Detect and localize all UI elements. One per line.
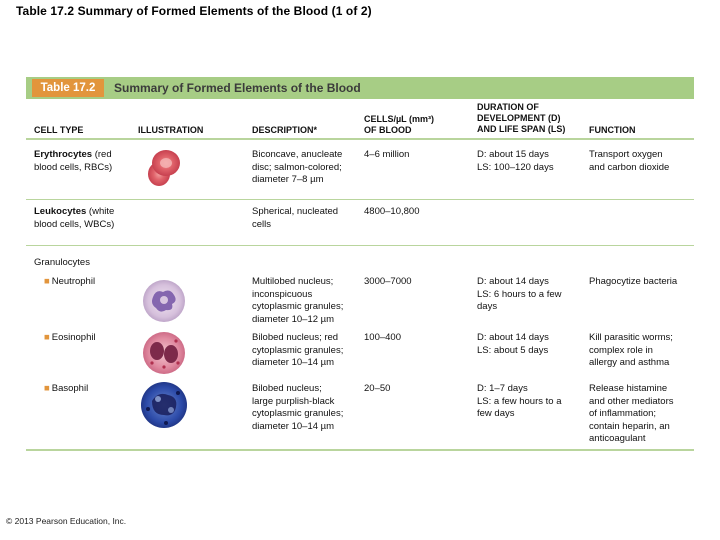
copyright-footer: © 2013 Pearson Education, Inc. <box>6 516 127 526</box>
basophil-duration-line: few days <box>477 408 515 419</box>
erythrocytes-duration <box>477 149 554 174</box>
eosinophil-function-line: allergy and asthma <box>589 357 670 368</box>
eosinophil-description-line: diameter 10–14 µm <box>252 357 335 368</box>
erythrocytes-count: 4–6 million <box>364 149 410 160</box>
header-duration <box>477 102 565 135</box>
neutrophil-cell-type <box>44 276 95 289</box>
erythrocytes-name-rest-2: blood cells, RBCs) <box>34 161 113 173</box>
eosinophil-illustration <box>140 329 188 377</box>
header-duration-line1: DURATION OF <box>477 102 539 112</box>
erythrocytes-duration-line: D: about 15 days <box>477 149 549 160</box>
neutrophil-description-line: inconspicuous <box>252 288 313 300</box>
erythrocytes-name: Erythrocytes <box>34 149 93 160</box>
slide-title: Table 17.2 Summary of Formed Elements of the Blood (1 of 2) <box>16 4 372 18</box>
bullet-icon: ■ <box>44 332 50 343</box>
eosinophil-duration <box>477 332 549 357</box>
erythrocytes-cell-type <box>34 149 112 174</box>
basophil-name: Basophil <box>51 383 89 394</box>
neutrophil-duration-line: D: about 14 days <box>477 276 549 287</box>
erythrocytes-description-line: diameter 7–8 µm <box>252 174 324 185</box>
eosinophil-cell-type <box>44 332 96 345</box>
bullet-icon: ■ <box>44 383 50 394</box>
basophil-function <box>589 383 674 446</box>
table-title: Summary of Formed Elements of the Blood <box>114 81 361 95</box>
leukocytes-description <box>252 206 338 231</box>
eosinophil-description-line: Bilobed nucleus; red <box>252 332 339 343</box>
basophil-duration <box>477 383 562 421</box>
neutrophil-illustration <box>140 277 188 325</box>
eosinophil-name: Eosinophil <box>51 332 96 343</box>
erythrocytes-description-line: disc; salmon-colored; <box>252 161 342 173</box>
leukocytes-description-line: cells <box>252 218 272 230</box>
granulocytes-label: Granulocytes <box>34 257 90 268</box>
erythrocytes-description-line: Biconcave, anucleate <box>252 149 343 160</box>
header-cells <box>364 114 434 136</box>
eosinophil-description-line: cytoplasmic granules; <box>252 344 344 356</box>
header-cells-line2: OF BLOOD <box>364 125 412 135</box>
neutrophil-description-line: diameter 10–12 µm <box>252 313 335 325</box>
neutrophil-count: 3000–7000 <box>364 276 412 287</box>
table-tag: Table 17.2 <box>32 79 104 97</box>
erythrocytes-duration-line: LS: 100–120 days <box>477 161 554 173</box>
eosinophil-function-line: complex role in <box>589 344 653 356</box>
basophil-duration-line: LS: a few hours to a <box>477 395 562 407</box>
header-function: FUNCTION <box>589 125 636 135</box>
eosinophil-count: 100–400 <box>364 332 401 343</box>
neutrophil-description-line: cytoplasmic granules; <box>252 301 344 312</box>
erythrocytes-function <box>589 149 669 174</box>
neutrophil-duration-line: LS: 6 hours to a few <box>477 288 562 300</box>
erythrocytes-name-rest: (red <box>92 149 112 160</box>
eosinophil-duration-line: LS: about 5 days <box>477 344 549 356</box>
erythrocytes-function-line: and carbon dioxide <box>589 161 670 173</box>
bullet-icon: ■ <box>44 276 50 287</box>
header-illustration: ILLUSTRATION <box>138 125 204 135</box>
basophil-description-line: Bilobed nucleus; <box>252 383 322 394</box>
eosinophil-function-line: Kill parasitic worms; <box>589 332 673 343</box>
table-title-bar <box>26 77 694 99</box>
basophil-description-line: cytoplasmic granules; <box>252 408 344 419</box>
blood-elements-table <box>26 77 694 451</box>
leukocytes-name: Leukocytes <box>34 206 87 217</box>
basophil-illustration <box>138 379 190 431</box>
basophil-duration-line: D: 1–7 days <box>477 383 528 394</box>
neutrophil-description <box>252 276 343 326</box>
leukocytes-name-rest-2: blood cells, WBCs) <box>34 218 115 230</box>
header-duration-line2: DEVELOPMENT (D) <box>477 113 561 123</box>
basophil-count: 20–50 <box>364 383 391 394</box>
header-cells-line1: CELLS/µL (mm³) <box>364 114 435 124</box>
neutrophil-function-line: Phagocytize bacteria <box>589 276 678 287</box>
erythrocytes-description <box>252 149 342 187</box>
leukocytes-description-line: Spherical, nucleated <box>252 206 339 217</box>
row-rule <box>26 199 694 200</box>
basophil-function-line: anticoagulant <box>589 433 646 444</box>
basophil-description-line: diameter 10–14 µm <box>252 420 335 432</box>
basophil-description <box>252 383 343 433</box>
header-rule <box>26 138 694 140</box>
erythrocytes-function-line: Transport oxygen <box>589 149 663 160</box>
table-bottom-rule <box>26 449 694 451</box>
header-cell-type: CELL TYPE <box>34 125 84 135</box>
basophil-function-line: contain heparin, an <box>589 420 670 432</box>
leukocytes-cell-type <box>34 206 114 231</box>
basophil-function-line: of inflammation; <box>589 408 657 419</box>
leukocytes-count: 4800–10,800 <box>364 206 420 217</box>
neutrophil-duration <box>477 276 562 314</box>
leukocytes-name-rest: (white <box>86 206 115 217</box>
neutrophil-function <box>589 276 677 289</box>
header-duration-line3: AND LIFE SPAN (LS) <box>477 124 566 134</box>
neutrophil-duration-line: days <box>477 301 498 312</box>
neutrophil-name: Neutrophil <box>51 276 96 287</box>
eosinophil-duration-line: D: about 14 days <box>477 332 549 343</box>
basophil-description-line: large purplish-black <box>252 395 335 407</box>
basophil-cell-type <box>44 383 88 396</box>
neutrophil-description-line: Multilobed nucleus; <box>252 276 334 287</box>
row-rule <box>26 245 694 246</box>
basophil-function-line: and other mediators <box>589 395 674 407</box>
eosinophil-function <box>589 332 673 370</box>
basophil-function-line: Release histamine <box>589 383 668 394</box>
header-description: DESCRIPTION* <box>252 125 318 135</box>
erythrocyte-illustration <box>136 143 188 193</box>
eosinophil-description <box>252 332 343 370</box>
